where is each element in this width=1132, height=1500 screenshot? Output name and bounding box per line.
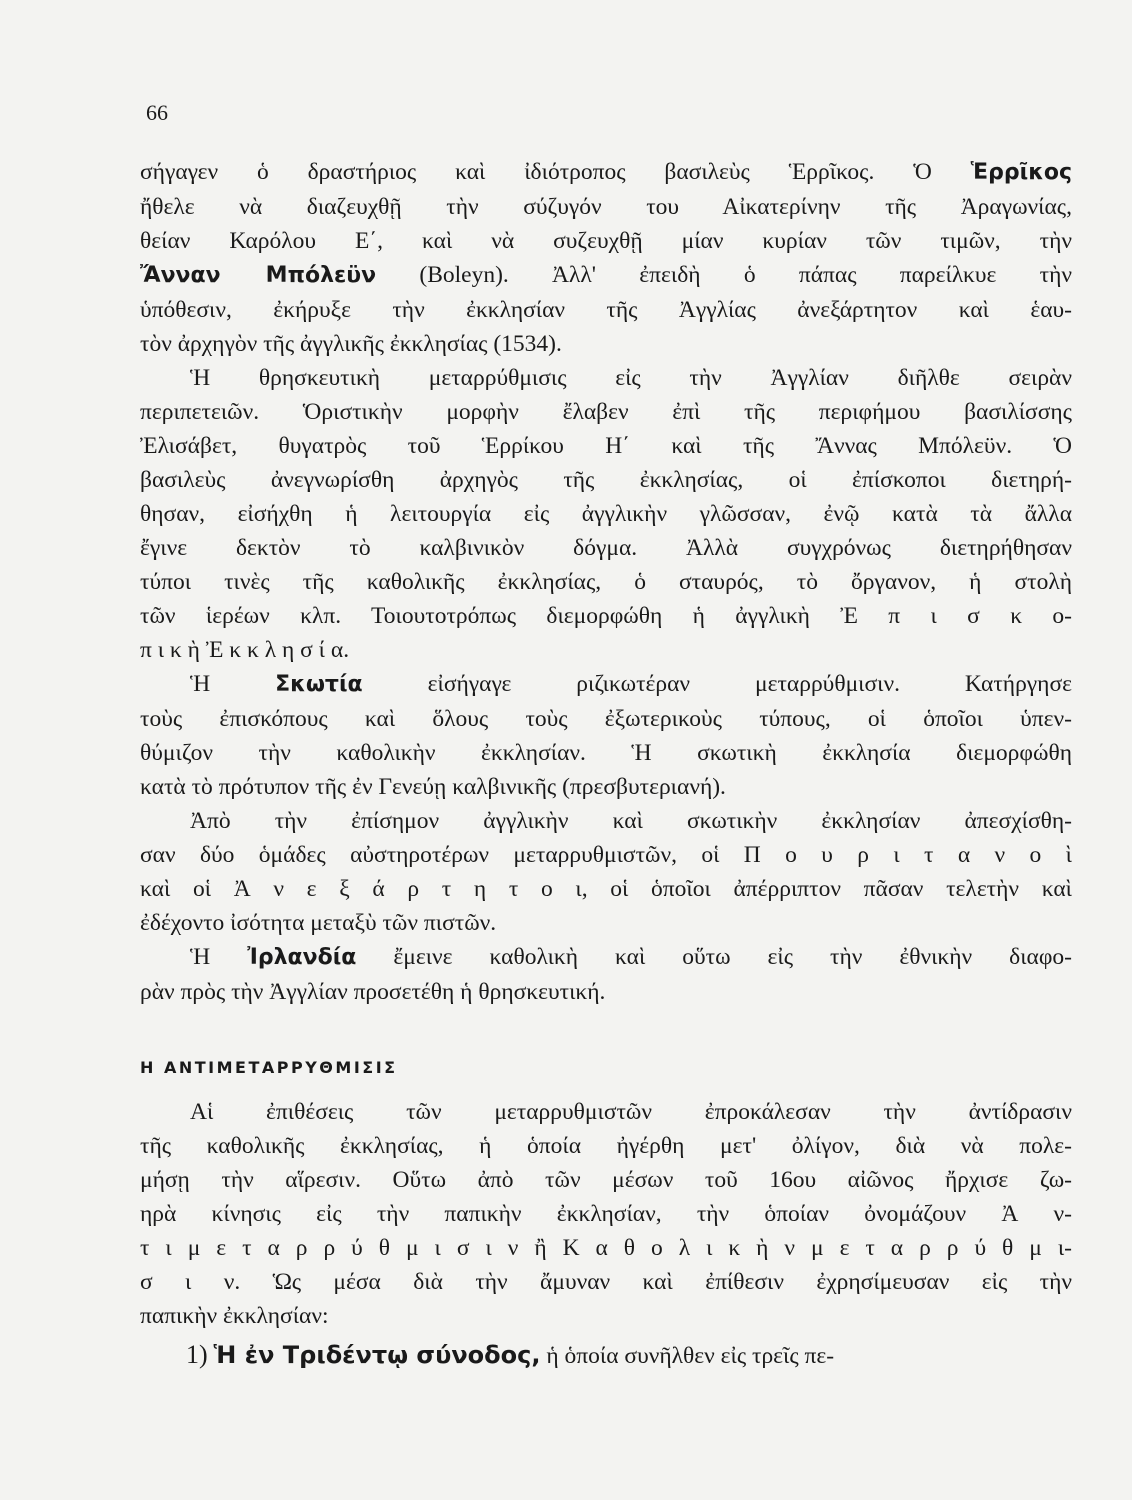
- text-line: κατὰ τὸ πρότυπον τῆς ἐν Γενεύῃ καλβινικῆς (πρεσβυτεριανή).: [140, 774, 726, 800]
- item-number: 1): [186, 1340, 208, 1369]
- text-line: καὶ οἱ Ἀ ν ε ξ ά ρ τ η τ ο ι, οἱ ὁποῖοι ἀπέρριπτον πᾶσαν τελετὴν καὶ: [140, 876, 1072, 902]
- text-line: παπικὴν ἐκκλησίαν:: [140, 1303, 329, 1329]
- item-text: ἡ ὁποία συνῆλθεν εἰς τρεῖς πε-: [546, 1343, 835, 1369]
- text-line: τῶν ἱερέων κλπ. Τοιουτοτρόπως διεμορφώθη ἡ ἀγγλικὴ Ἐ π ι σ κ ο-: [140, 603, 1072, 629]
- main-text: [140, 155, 1072, 1009]
- text-line: τοὺς ἐπισκόπους καὶ ὅλους τοὺς ἐξωτερικοὺς τύπους, οἱ ὁποῖοι ὑπεν-: [140, 706, 1072, 732]
- text-line: σαν δύο ὁμάδες αὐστηροτέρων μεταρρυθμιστῶν, οἱ Π ο υ ρ ι τ α ν ο ὶ: [140, 842, 1072, 868]
- text-line: Ἐλισάβετ, θυγατρὸς τοῦ Ἑρρίκου Η΄ καὶ τῆς Ἄννας Μπόλεϋν. Ὁ: [140, 433, 1072, 459]
- text-line: Ἄνναν Μπόλεϋν (Boleyn). Ἀλλ' ἐπειδὴ ὁ πάπας παρείλκυε τὴν: [140, 262, 1072, 288]
- text-line: τύποι τινὲς τῆς καθολικῆς ἐκκλησίας, ὁ σταυρός, τὸ ὄργανον, ἡ στολὴ: [140, 569, 1072, 595]
- text-line: σήγαγεν ὁ δραστήριος καὶ ἰδιότροπος βασιλεὺς Ἑρρῖκος. Ὁ Ἑρρῖκος: [140, 159, 1073, 185]
- text-line: π ι κ ὴ Ἐ κ κ λ η σ ί α.: [140, 637, 350, 663]
- text-line: θύμιζον τὴν καθολικὴν ἐκκλησίαν. Ἡ σκωτικὴ ἐκκλησία διεμορφώθη: [140, 740, 1072, 766]
- text-line: ἤθελε νὰ διαζευχθῇ τὴν σύζυγόν του Αἰκατερίνην τῆς Ἀραγωνίας,: [140, 194, 1072, 220]
- page-number: 66: [146, 100, 168, 125]
- text-line: θησαν, εἰσήχθη ἡ λειτουργία εἰς ἀγγλικὴν γλῶσσαν, ἐνῷ κατὰ τὰ ἄλλα: [140, 501, 1072, 527]
- numbered-item: [140, 1340, 1072, 1370]
- text-line: Ἀπὸ τὴν ἐπίσημον ἀγγλικὴν καὶ σκωτικὴν ἐκκλησίαν ἀπεσχίσθη-: [190, 808, 1072, 834]
- text-line: ὑπόθεσιν, ἐκήρυξε τὴν ἐκκλησίαν τῆς Ἀγγλίας ἀνεξάρτητον καὶ ἑαυ-: [140, 297, 1072, 323]
- text-line: τὸν ἀρχηγὸν τῆς ἀγγλικῆς ἐκκλησίας (1534).: [140, 331, 562, 357]
- text-line: Ἡ Ἰρλανδία ἔμεινε καθολικὴ καὶ οὕτω εἰς τὴν ἐθνικὴν διαφο-: [190, 944, 1073, 970]
- text-line: μήσῃ τὴν αἵρεσιν. Οὕτω ἀπὸ τῶν μέσων τοῦ 16ου αἰῶνος ἤρχισε ζω-: [140, 1167, 1072, 1193]
- text-line: ρὰν πρὸς τὴν Ἀγγλίαν προσετέθη ἡ θρησκευτική.: [140, 979, 606, 1005]
- text-line: θείαν Καρόλου Ε΄, καὶ νὰ συζευχθῇ μίαν κυρίαν τῶν τιμῶν, τὴν: [140, 228, 1072, 254]
- text-line: σ ι ν. Ὡς μέσα διὰ τὴν ἄμυναν καὶ ἐπίθεσιν ἐχρησίμευσαν εἰς τὴν: [140, 1269, 1072, 1295]
- text-line: Ἡ Σκωτία εἰσήγαγε ριζικωτέραν μεταρρύθμισιν. Κατήργησε: [190, 671, 1073, 697]
- text-line: ἔγινε δεκτὸν τὸ καλβινικὸν δόγμα. Ἀλλὰ συγχρόνως διετηρήθησαν: [140, 535, 1072, 561]
- text-line: Ἡ θρησκευτικὴ μεταρρύθμισις εἰς τὴν Ἀγγλίαν διῆλθε σειρὰν: [190, 365, 1072, 391]
- item-title: Ἡ ἐν Τριδέντῳ σύνοδος,: [213, 1341, 541, 1369]
- main-text-continued: [140, 1095, 1072, 1333]
- text-line: περιπετειῶν. Ὁριστικὴν μορφὴν ἔλαβεν ἐπὶ τῆς περιφήμου βασιλίσσης: [140, 399, 1072, 425]
- text-line: ἐδέχοντο ἰσότητα μεταξὺ τῶν πιστῶν.: [140, 910, 497, 936]
- text-line: τ ι μ ε τ α ρ ρ ύ θ μ ι σ ι ν ἢ Κ α θ ο λ ι κ ὴ ν μ ε τ α ρ ρ ύ θ μ ι-: [140, 1235, 1072, 1261]
- text-line: τῆς καθολικῆς ἐκκλησίας, ἡ ὁποία ἠγέρθη μετ' ὀλίγον, διὰ νὰ πολε-: [140, 1133, 1072, 1159]
- text-line: ηρὰ κίνησις εἰς τὴν παπικὴν ἐκκλησίαν, τὴν ὁποίαν ὀνομάζουν Ἀ ν-: [140, 1201, 1072, 1227]
- section-heading: Η ΑΝΤΙΜΕΤΑΡΡΥΘΜΙΣΙΣ: [140, 1058, 398, 1077]
- text-line: βασιλεὺς ἀνεγνωρίσθη ἀρχηγὸς τῆς ἐκκλησίας, οἱ ἐπίσκοποι διετηρή-: [140, 467, 1072, 493]
- text-line: Αἱ ἐπιθέσεις τῶν μεταρρυθμιστῶν ἐπροκάλεσαν τὴν ἀντίδρασιν: [190, 1099, 1072, 1125]
